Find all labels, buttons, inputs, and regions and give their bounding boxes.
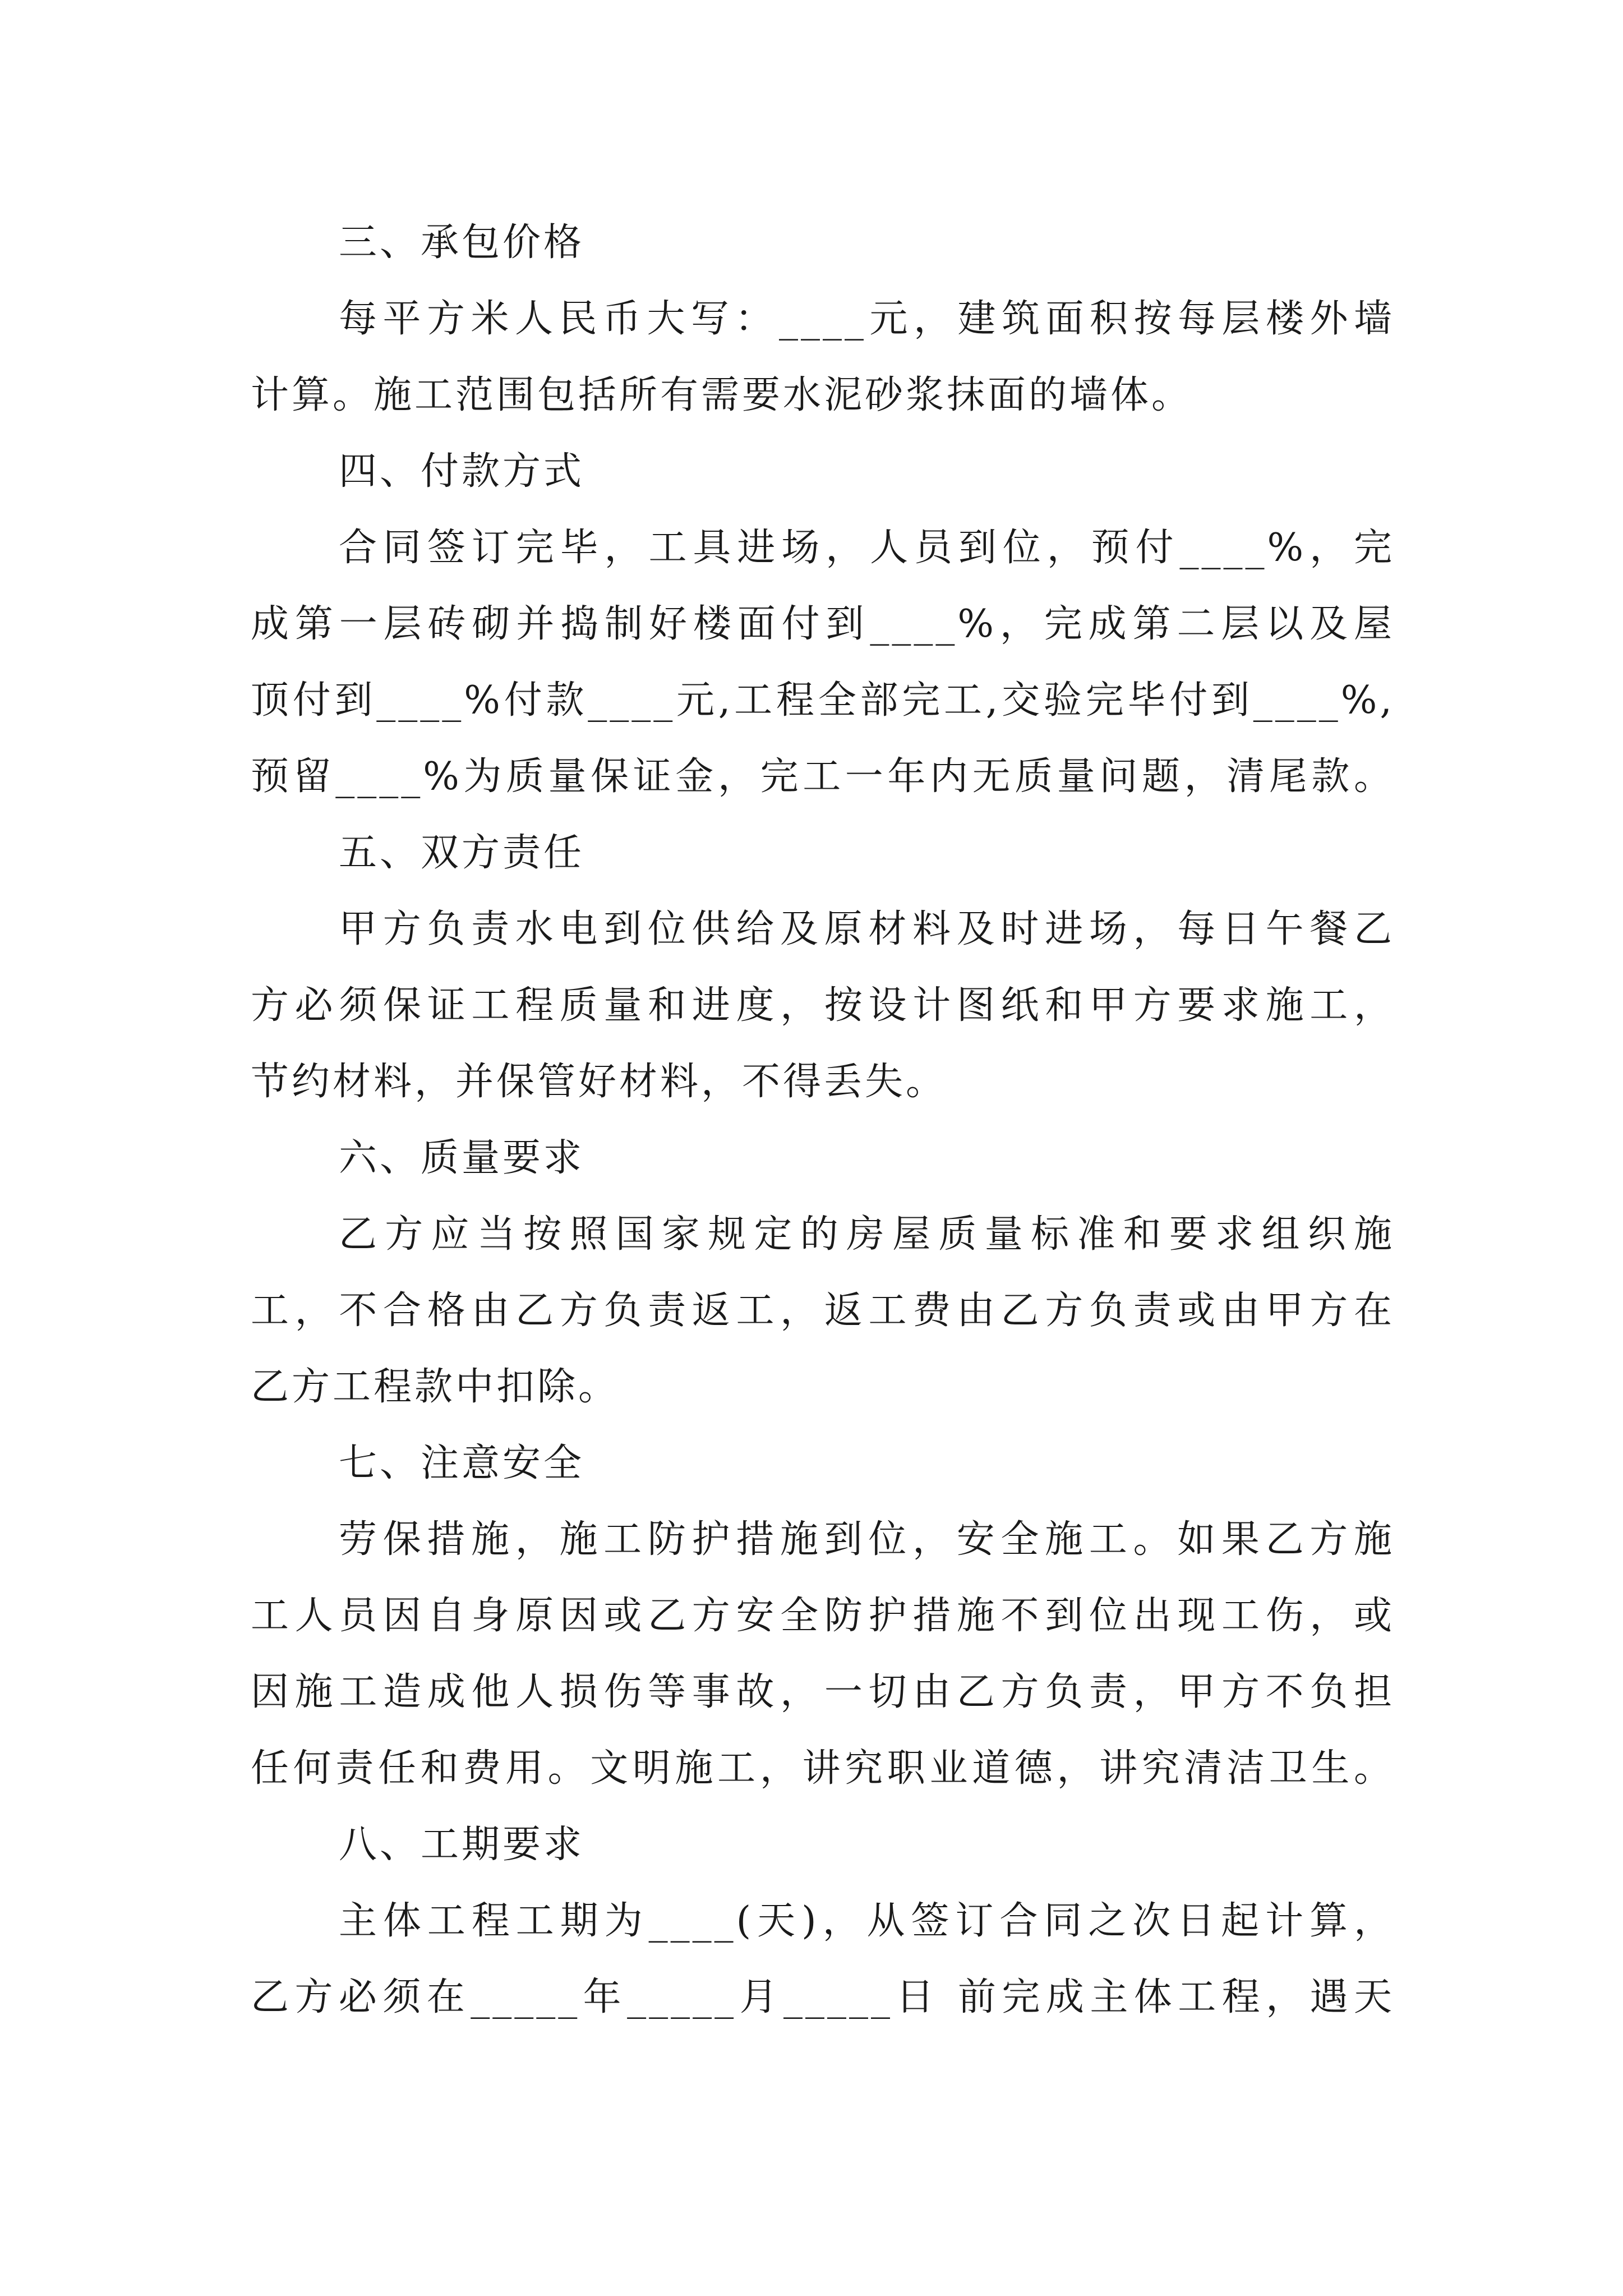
section-heading-quality: 六、质量要求: [339, 1136, 585, 1180]
paragraph-line: 工，不合格由乙方负责返工，返工费由乙方负责或由甲方在: [251, 1289, 1395, 1333]
paragraph-line: 计算。施工范围包括所有需要水泥砂浆抹面的墙体。: [251, 373, 1193, 417]
section-heading-schedule: 八、工期要求: [339, 1823, 585, 1867]
paragraph-line: 成第一层砖砌并捣制好楼面付到____%，完成第二层以及屋: [251, 602, 1395, 646]
paragraph-line: 乙方必须在_____年_____月_____日 前完成主体工程，遇天: [251, 1975, 1395, 2019]
section-heading-responsibility: 五、双方责任: [339, 831, 585, 875]
paragraph-line: 主体工程工期为____(天)，从签订合同之次日起计算，: [339, 1899, 1395, 1943]
paragraph-line: 方必须保证工程质量和进度，按设计图纸和甲方要求施工，: [251, 983, 1395, 1028]
paragraph-line: 任何责任和费用。文明施工，讲究职业道德，讲究清洁卫生。: [251, 1746, 1395, 1791]
section-heading-safety: 七、注意安全: [339, 1441, 585, 1485]
section-heading-price: 三、承包价格: [339, 220, 585, 265]
paragraph-line: 合同签订完毕，工具进场，人员到位，预付____%，完: [339, 526, 1395, 570]
paragraph-line: 乙方应当按照国家规定的房屋质量标准和要求组织施: [339, 1212, 1395, 1257]
paragraph-line: 工人员因自身原因或乙方安全防护措施不到位出现工伤，或: [251, 1594, 1395, 1638]
paragraph-line: 因施工造成他人损伤等事故，一切由乙方负责，甲方不负担: [251, 1670, 1395, 1714]
paragraph-line: 预留____%为质量保证金，完工一年内无质量问题，清尾款。: [251, 754, 1395, 799]
paragraph-line: 甲方负责水电到位供给及原材料及时进场，每日午餐乙: [339, 907, 1395, 951]
paragraph-line: 劳保措施，施工防护措施到位，安全施工。如果乙方施: [339, 1517, 1395, 1562]
paragraph-line: 顶付到____%付款____元,工程全部完工,交验完毕付到____%,: [251, 678, 1395, 723]
paragraph-line: 每平方米人民币大写：____元，建筑面积按每层楼外墙: [339, 297, 1395, 341]
section-heading-payment: 四、付款方式: [339, 449, 585, 494]
paragraph-line: 乙方工程款中扣除。: [251, 1365, 620, 1409]
paragraph-line: 节约材料，并保管好材料，不得丢失。: [251, 1060, 947, 1104]
